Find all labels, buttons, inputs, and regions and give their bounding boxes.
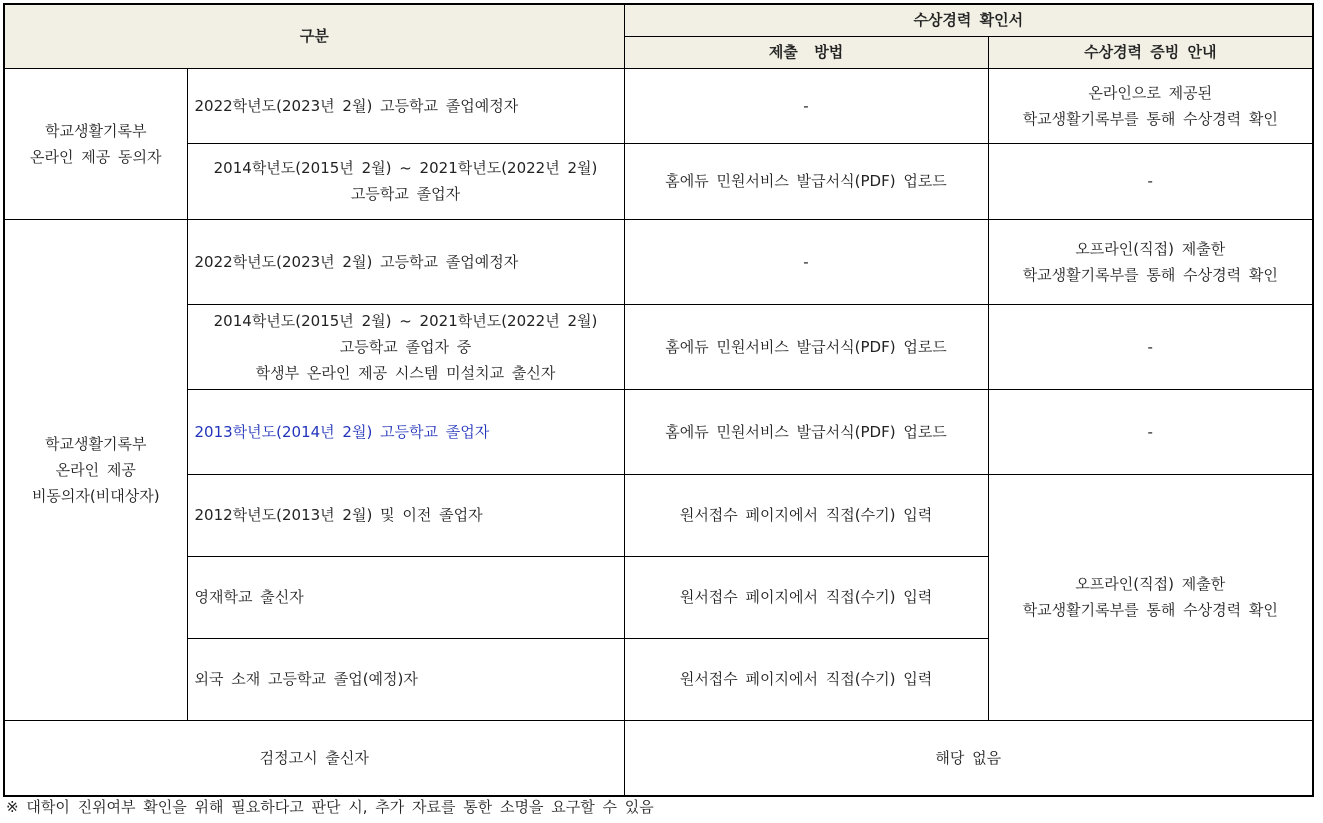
guide-cell: -	[988, 389, 1313, 474]
guide-line-2: 학교생활기록부를 통해 수상경력 확인	[1022, 109, 1278, 128]
method-cell: -	[624, 219, 988, 304]
table-row	[4, 389, 1313, 474]
guide-line-2: 학교생활기록부를 통해 수상경력 확인	[1022, 265, 1278, 284]
header-proof-guide: 수상경력 증빙 안내	[988, 36, 1313, 68]
header-submit-method: 제출 방법	[624, 36, 988, 68]
consent-label-line-2: 온라인 제공 동의자	[30, 147, 162, 166]
non-consent-label-line-2: 온라인 제공	[55, 460, 136, 479]
guide-cell	[988, 68, 1313, 143]
non-consent-group-label	[4, 219, 187, 720]
footnote: ※ 대학이 진위여부 확인을 위해 필요하다고 판단 시, 추가 자료를 통한 소명을 요구할 수 있음	[6, 798, 654, 816]
target-cell: 2012학년도(2013년 2월) 및 이전 졸업자	[187, 474, 624, 556]
table-row	[4, 219, 1313, 304]
guide-line-2: 학교생활기록부를 통해 수상경력 확인	[1022, 601, 1278, 619]
target-cell	[187, 143, 624, 219]
method-cell: 홈에듀 민원서비스 발급서식(PDF) 업로드	[624, 389, 988, 474]
method-cell: 홈에듀 민원서비스 발급서식(PDF) 업로드	[624, 143, 988, 219]
table-row	[4, 304, 1313, 389]
consent-label-line-1: 학교생활기록부	[45, 121, 147, 140]
guide-cell	[988, 219, 1313, 304]
target-cell	[187, 304, 624, 389]
target-line-2: 고등학교 졸업자	[350, 185, 461, 203]
header-row-1	[4, 4, 1313, 36]
target-line-1: 2014학년도(2015년 2월) ~ 2021학년도(2022년 2월)	[213, 159, 598, 177]
target-cell: 외국 소재 고등학교 졸업(예정)자	[187, 638, 624, 720]
ged-label-cell: 검정고시 출신자	[4, 720, 624, 796]
target-line-3: 학생부 온라인 제공 시스템 미설치교 출신자	[255, 363, 556, 382]
guide-line-1: 오프라인(직접) 제출한	[1075, 575, 1226, 593]
ged-value-cell: 해당 없음	[624, 720, 1313, 796]
target-cell: 2022학년도(2023년 2월) 고등학교 졸업예정자	[187, 68, 624, 143]
method-cell: -	[624, 68, 988, 143]
target-line-2: 고등학교 졸업자 중	[339, 337, 472, 356]
merged-guide-cell	[988, 474, 1313, 720]
target-cell: 영재학교 출신자	[187, 556, 624, 638]
non-consent-label-line-1: 학교생활기록부	[45, 434, 147, 453]
method-cell: 원서접수 페이지에서 직접(수기) 입력	[624, 474, 988, 556]
guide-line-1: 온라인으로 제공된	[1088, 83, 1213, 102]
guide-cell: -	[988, 143, 1313, 219]
target-line-1: 2014학년도(2015년 2월) ~ 2021학년도(2022년 2월)	[213, 311, 598, 330]
non-consent-label-line-3: 비동의자(비대상자)	[31, 486, 160, 505]
consent-group-label	[4, 68, 187, 219]
table-row	[4, 474, 1313, 556]
method-cell: 홈에듀 민원서비스 발급서식(PDF) 업로드	[624, 304, 988, 389]
method-cell: 원서접수 페이지에서 직접(수기) 입력	[624, 638, 988, 720]
award-history-table	[3, 3, 1314, 797]
guide-cell: -	[988, 304, 1313, 389]
target-cell-highlighted: 2013학년도(2014년 2월) 고등학교 졸업자	[187, 389, 624, 474]
table-row	[4, 720, 1313, 796]
table-row	[4, 143, 1313, 219]
guide-line-1: 오프라인(직접) 제출한	[1075, 239, 1226, 258]
award-history-table-wrap	[3, 3, 1314, 797]
target-cell: 2022학년도(2023년 2월) 고등학교 졸업예정자	[187, 219, 624, 304]
header-award-doc: 수상경력 확인서	[624, 4, 1313, 36]
header-category: 구분	[4, 4, 624, 68]
table-row	[4, 68, 1313, 143]
method-cell: 원서접수 페이지에서 직접(수기) 입력	[624, 556, 988, 638]
